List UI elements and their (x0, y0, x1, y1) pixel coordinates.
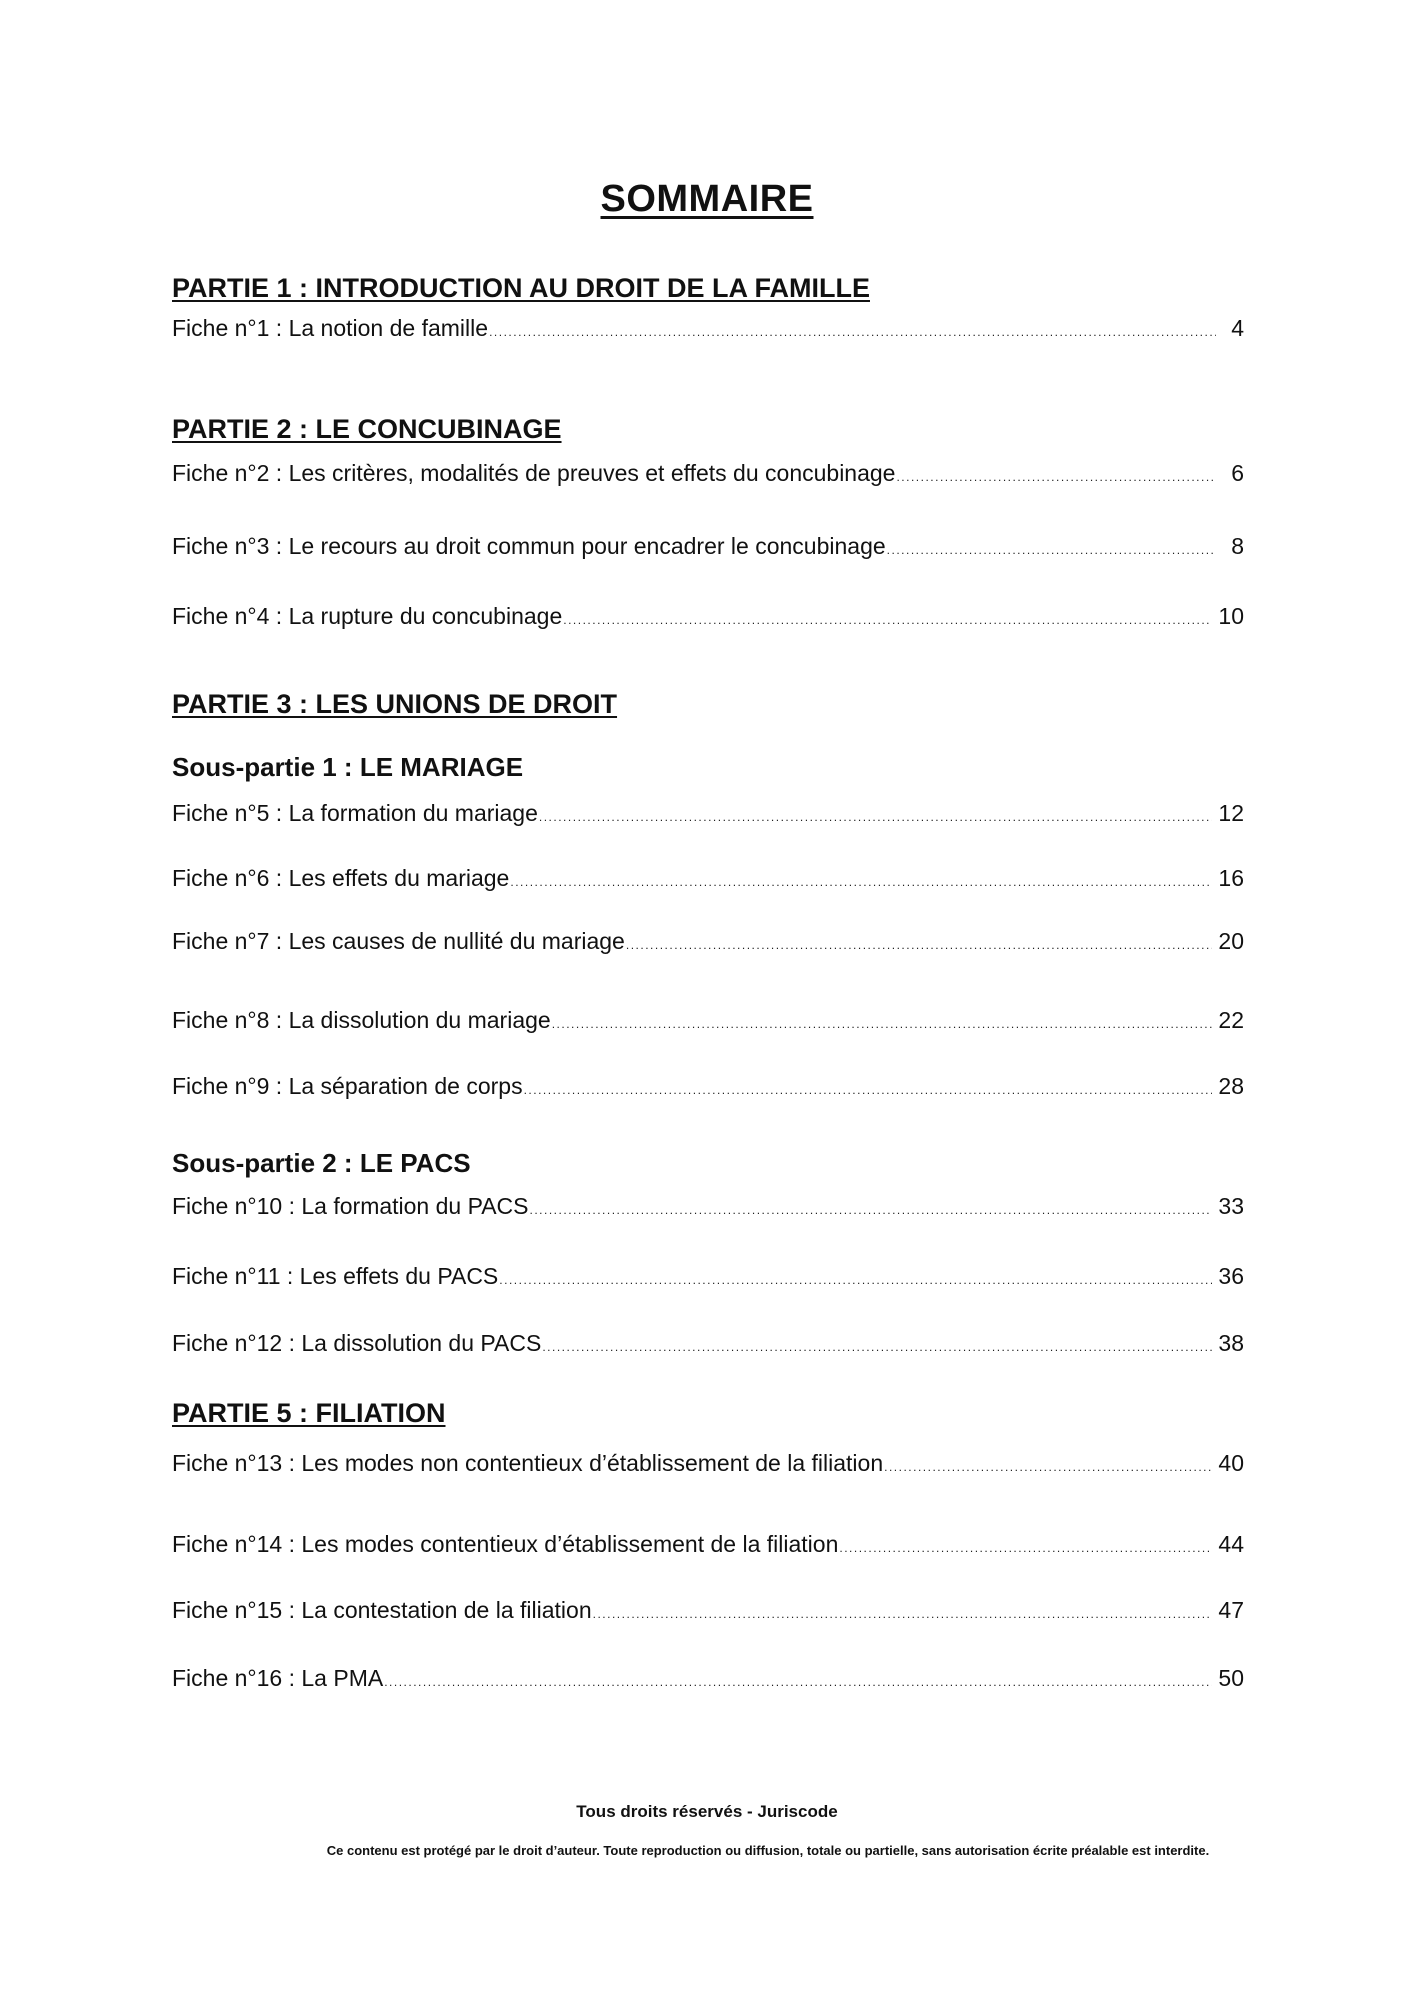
entry-label: Fiche n°6 : Les effets du mariage (172, 865, 510, 891)
dot-leader (563, 613, 1212, 627)
dot-leader (896, 470, 1216, 484)
sous-partie-2-heading: Sous-partie 2 : LE PACS (172, 1148, 471, 1178)
dot-leader (884, 1460, 1212, 1474)
toc-entry[interactable] (172, 1330, 1244, 1357)
dot-leader (499, 1273, 1212, 1287)
entry-page: 12 (1218, 800, 1244, 826)
entry-page: 40 (1218, 1450, 1244, 1476)
entry-page: 6 (1231, 460, 1244, 486)
entry-label: Fiche n°10 : La formation du PACS (172, 1193, 529, 1219)
entry-label: Fiche n°14 : Les modes contentieux d’établissement de la filiation (172, 1531, 839, 1557)
dot-leader (384, 1675, 1212, 1689)
dot-leader (542, 1340, 1212, 1354)
entry-label: Fiche n°2 : Les critères, modalités de preuves et effets du concubinage (172, 460, 896, 486)
entry-page: 8 (1231, 533, 1244, 559)
entry-label: Fiche n°12 : La dissolution du PACS (172, 1330, 542, 1356)
toc-entry[interactable] (172, 1665, 1244, 1692)
entry-label: Fiche n°9 : La séparation de corps (172, 1073, 523, 1099)
entry-page: 38 (1218, 1330, 1244, 1356)
sous-partie-1-heading: Sous-partie 1 : LE MARIAGE (172, 752, 524, 782)
dot-leader (552, 1017, 1213, 1031)
entry-label: Fiche n°13 : Les modes non contentieux d’établissement de la filiation (172, 1450, 884, 1476)
toc-entry[interactable] (172, 1007, 1244, 1034)
toc-entry[interactable] (172, 1597, 1244, 1624)
dot-leader (839, 1541, 1212, 1555)
entry-label: Fiche n°16 : La PMA (172, 1665, 384, 1691)
entry-page: 44 (1218, 1531, 1244, 1557)
entry-page: 28 (1218, 1073, 1244, 1099)
entry-page: 4 (1231, 315, 1244, 341)
toc-entry[interactable] (172, 1531, 1244, 1558)
entry-page: 16 (1218, 865, 1244, 891)
footer-rights: Tous droits réservés - Juriscode (576, 1802, 838, 1821)
dot-leader (489, 325, 1216, 339)
dot-leader (626, 938, 1213, 952)
dot-leader (887, 543, 1216, 557)
toc-entry[interactable] (172, 603, 1244, 630)
toc-entry[interactable] (172, 800, 1244, 827)
toc-entry[interactable] (172, 315, 1244, 342)
page-title: SOMMAIRE (600, 178, 814, 220)
dot-leader (530, 1203, 1213, 1217)
partie-3-heading: PARTIE 3 : LES UNIONS DE DROIT (172, 689, 618, 719)
entry-page: 22 (1218, 1007, 1244, 1033)
entry-label: Fiche n°8 : La dissolution du mariage (172, 1007, 551, 1033)
partie-5-heading: PARTIE 5 : FILIATION (172, 1398, 446, 1428)
entry-page: 50 (1218, 1665, 1244, 1691)
entry-page: 47 (1218, 1597, 1244, 1623)
entry-page: 33 (1218, 1193, 1244, 1219)
entry-label: Fiche n°15 : La contestation de la filiation (172, 1597, 592, 1623)
toc-entry[interactable] (172, 1073, 1244, 1100)
toc-entry[interactable] (172, 1450, 1244, 1477)
entry-page: 36 (1218, 1263, 1244, 1289)
toc-entry[interactable] (172, 533, 1244, 560)
dot-leader (539, 810, 1213, 824)
partie-1-heading: PARTIE 1 : INTRODUCTION AU DROIT DE LA FAMILLE (172, 273, 870, 303)
entry-page: 10 (1218, 603, 1244, 629)
toc-entry[interactable] (172, 1263, 1244, 1290)
dot-leader (510, 875, 1212, 889)
entry-label: Fiche n°11 : Les effets du PACS (172, 1263, 499, 1289)
toc-entry[interactable] (172, 460, 1244, 487)
entry-label: Fiche n°5 : La formation du mariage (172, 800, 538, 826)
entry-label: Fiche n°3 : Le recours au droit commun pour encadrer le concubinage (172, 533, 886, 559)
dot-leader (524, 1083, 1213, 1097)
partie-2-heading: PARTIE 2 : LE CONCUBINAGE (172, 414, 562, 444)
toc-entry[interactable] (172, 1193, 1244, 1220)
entry-label: Fiche n°1 : La notion de famille (172, 315, 489, 341)
entry-label: Fiche n°4 : La rupture du concubinage (172, 603, 563, 629)
toc-entry[interactable] (172, 865, 1244, 892)
dot-leader (593, 1607, 1213, 1621)
toc-entry[interactable] (172, 928, 1244, 955)
footer-copyright-notice: Ce contenu est protégé par le droit d’auteur. Toute reproduction ou diffusion, totale ou partielle, sans autorisation écrite préalable est interdite. (326, 1843, 1210, 1858)
entry-label: Fiche n°7 : Les causes de nullité du mariage (172, 928, 625, 954)
entry-page: 20 (1218, 928, 1244, 954)
